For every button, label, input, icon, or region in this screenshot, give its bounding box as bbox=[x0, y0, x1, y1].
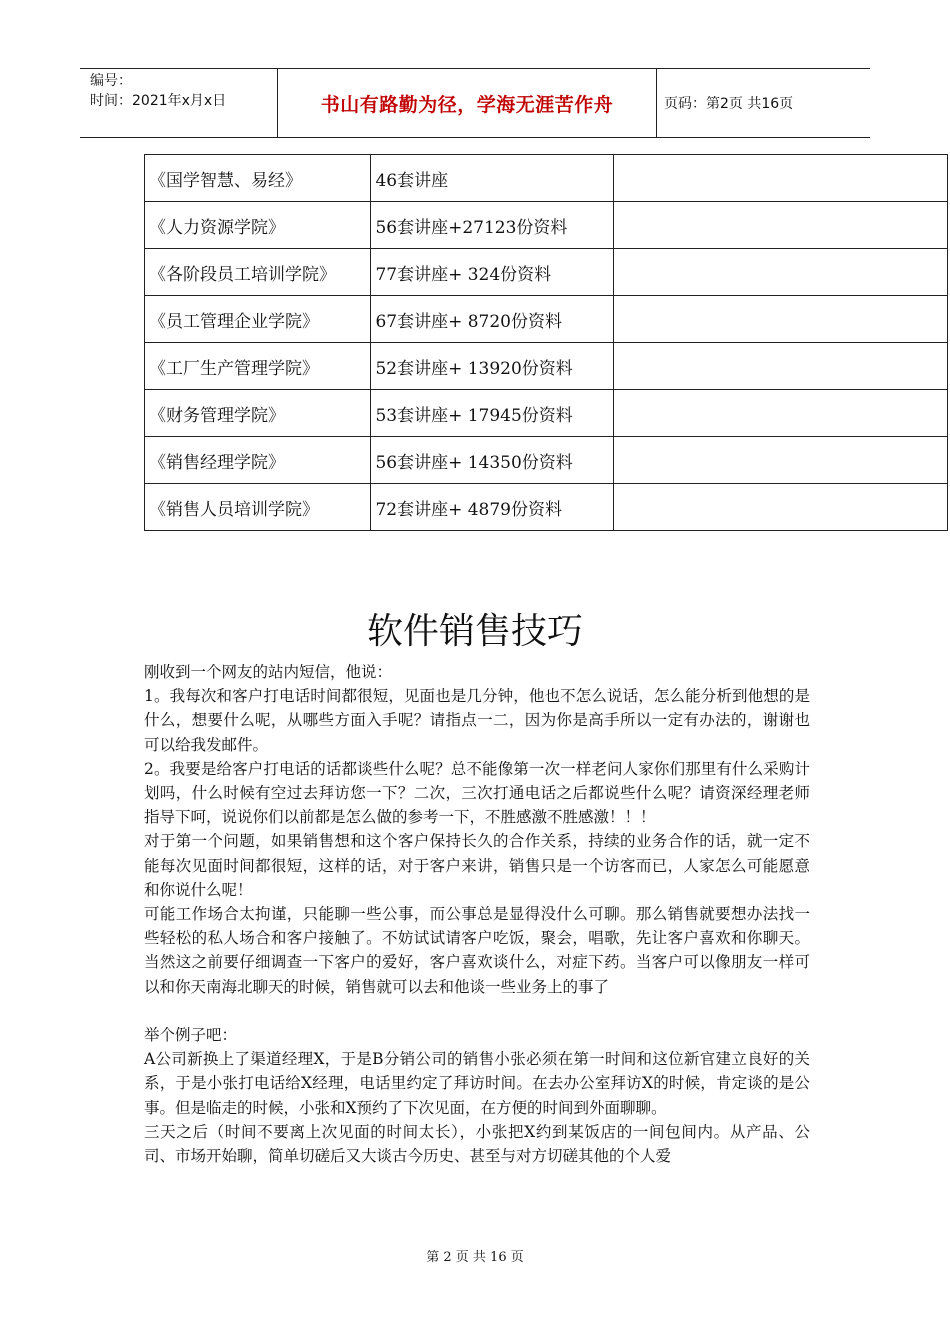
course-content-cell: 56套讲座+27123份资料 bbox=[371, 202, 614, 249]
empty-cell bbox=[613, 202, 947, 249]
course-catalog-table bbox=[144, 154, 948, 531]
table-row bbox=[145, 484, 948, 531]
header-meta bbox=[90, 71, 270, 111]
article-paragraph: 可能工作场合太拘谨，只能聊一些公事，而公事总是显得没什么可聊。那么销售就要想办法找一些轻松的私人场合和客户接触了。不妨试试请客户吃饭，聚会，唱歌，先让客户喜欢和你聊天。当然这之前要仔细调查一下客户的爱好，客户喜欢谈什么，对症下药。当客户可以像朋友一样可以和你天南海北聊天的时候，销售就可以去和他谈一些业务上的事了 bbox=[144, 905, 810, 996]
course-content-cell: 77套讲座+ 324份资料 bbox=[371, 249, 614, 296]
table-row bbox=[145, 296, 948, 343]
course-name-cell: 《国学智慧、易经》 bbox=[145, 155, 371, 202]
table-row bbox=[145, 155, 948, 202]
article-paragraph: A公司新换上了渠道经理X，于是B分销公司的销售小张必须在第一时间和这位新官建立良好的关系，于是小张打电话给X经理，电话里约定了拜访时间。在去办公室拜访X的时候，肯定谈的是公事。但是临走的时候，小张和X预约了下次见面，在方便的时间到外面聊聊。 bbox=[144, 1050, 810, 1117]
course-content-cell: 72套讲座+ 4879份资料 bbox=[371, 484, 614, 531]
table-row bbox=[145, 437, 948, 484]
article-paragraph: 2。我要是给客户打电话的话都谈些什么呢？总不能像第一次一样老问人家你们那里有什么采购计划吗，什么时候有空过去拜访您一下？二次，三次打通电话之后都说些什么呢？请资深经理老师指导下呵，说说你们以前都是怎么做的参考一下，不胜感激不胜感激！！！ bbox=[144, 759, 810, 827]
course-name-cell: 《各阶段员工培训学院》 bbox=[145, 249, 371, 296]
article-paragraph: 刚收到一个网友的站内短信，他说： bbox=[144, 663, 393, 681]
table-row bbox=[145, 343, 948, 390]
course-name-cell: 《销售经理学院》 bbox=[145, 437, 371, 484]
course-name-cell: 《销售人员培训学院》 bbox=[145, 484, 371, 531]
table-row bbox=[145, 390, 948, 437]
empty-cell bbox=[613, 155, 947, 202]
empty-cell bbox=[613, 296, 947, 343]
course-content-cell: 46套讲座 bbox=[371, 155, 614, 202]
catalog-body bbox=[145, 155, 948, 531]
empty-cell bbox=[613, 437, 947, 484]
document-time-label: 时间：2021年x月x日 bbox=[90, 93, 227, 109]
article-paragraph: 1。我每次和客户打电话时间都很短，见面也是几分钟，他也不怎么说话，怎么能分析到他想的是什么，想要什么呢，从哪些方面入手呢？请指点一二，因为你是高手所以一定有办法的，谢谢也可以给我发邮件。 bbox=[144, 687, 810, 754]
article-paragraph: 对于第一个问题，如果销售想和这个客户保持长久的合作关系，持续的业务合作的话，就一定不能每次见面时间都很短，这样的话，对于客户来讲，销售只是一个访客而已，人家怎么可能愿意和你说什么呢！ bbox=[144, 832, 810, 899]
page-header bbox=[80, 68, 870, 138]
course-name-cell: 《员工管理企业学院》 bbox=[145, 296, 371, 343]
course-name-cell: 《人力资源学院》 bbox=[145, 202, 371, 249]
header-motto-cell bbox=[277, 69, 657, 137]
table-row bbox=[145, 249, 948, 296]
empty-cell bbox=[613, 249, 947, 296]
course-content-cell: 52套讲座+ 13920份资料 bbox=[371, 343, 614, 390]
article-paragraph: 三天之后（时间不要离上次见面的时间太长），小张把X约到某饭店的一间包间内。从产品、公司、市场开始聊，简单切磋后又大谈古今历史、甚至与对方切磋其他的个人爱 bbox=[144, 1122, 810, 1166]
article-paragraph: 举个例子吧： bbox=[144, 1026, 238, 1045]
page-footer: 第 2 页 共 16 页 bbox=[426, 1250, 524, 1265]
course-content-cell: 67套讲座+ 8720份资料 bbox=[371, 296, 614, 343]
document-number-label: 编号： bbox=[90, 73, 132, 89]
empty-cell bbox=[613, 390, 947, 437]
empty-cell bbox=[613, 343, 947, 390]
empty-cell bbox=[613, 484, 947, 531]
table-row bbox=[145, 202, 948, 249]
article-body bbox=[144, 660, 810, 1168]
article-title: 软件销售技巧 bbox=[366, 611, 583, 652]
blank-line bbox=[144, 999, 810, 1023]
course-content-cell: 56套讲座+ 14350份资料 bbox=[371, 437, 614, 484]
course-content-cell: 53套讲座+ 17945份资料 bbox=[371, 390, 614, 437]
header-page-info: 页码：第2页 共16页 bbox=[664, 96, 794, 112]
course-name-cell: 《财务管理学院》 bbox=[145, 390, 371, 437]
header-motto: 书山有路勤为径，学海无涯苦作舟 bbox=[320, 93, 614, 116]
course-name-cell: 《工厂生产管理学院》 bbox=[145, 343, 371, 390]
